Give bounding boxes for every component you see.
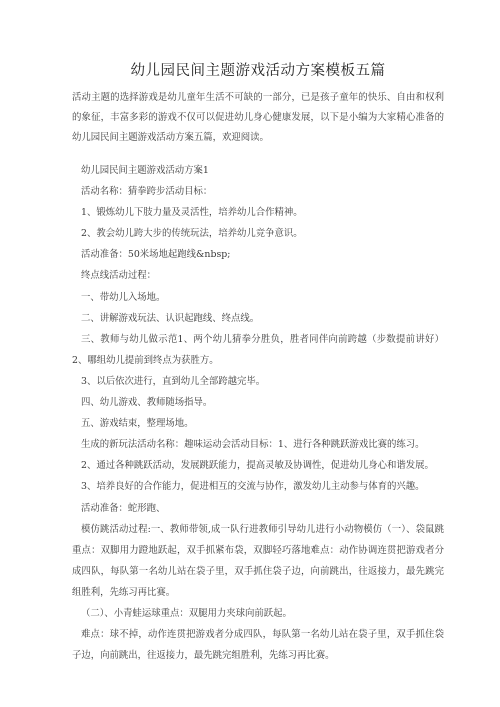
paragraph: 生成的新玩法活动名称：趣味运动会活动目标：1、进行各种跳跃游戏比赛的练习。 bbox=[81, 439, 425, 451]
paragraph: 活动准备：50米场地起跑线&nbsp; bbox=[81, 249, 231, 261]
paragraph: 一、带幼儿入场地。 bbox=[81, 291, 166, 303]
paragraph: （二）、小青蛙运球重点：双腿用力夹球向前跃起。 bbox=[81, 607, 292, 619]
paragraph: 三、教师与幼儿做示范1、两个幼儿猜拳分胜负，胜者同伴向前跨越（步数提前讲好）2、哪组幼儿提前到终点为获胜方。 bbox=[72, 333, 444, 366]
paragraph: 2、教会幼儿跨大步的传统玩法，培养幼儿竞争意识。 bbox=[81, 228, 303, 240]
paragraph: 活动准备：蛇形跑、 bbox=[81, 502, 166, 514]
paragraph: 难点：球不掉，动作连贯把游戏者分成四队，每队第一名幼儿站在袋子里，双手抓住袋子边，向前跳出，往返接力，最先跳完组胜利，先练习再比赛。 bbox=[72, 629, 444, 662]
paragraph: 终点线活动过程： bbox=[81, 270, 157, 282]
paragraph: 3、培养良好的合作能力，促进相互的交流与协作，激发幼儿主动参与体育的兴趣。 bbox=[81, 481, 425, 493]
paragraph: 2、通过各种跳跃活动，发展跳跃能力，提高灵敏及协调性，促进幼儿身心和谐发展。 bbox=[81, 460, 434, 472]
paragraph: 3、以后依次进行，直到幼儿全部跨越完毕。 bbox=[81, 375, 266, 387]
intro-paragraph: 活动主题的选择游戏是幼儿童年生活不可缺的一部分，已是孩子童年的快乐、自由和权利的象征，丰富多彩的游戏不仅可以促进幼儿身心健康发展，以下是小编为大家精心准备的幼儿园民间主题游戏活动方案五篇，欢迎阅读。 bbox=[72, 92, 444, 143]
paragraph: 活动名称：猜拳跨步活动目标： bbox=[81, 186, 213, 198]
paragraph: 五、游戏结束，整理场地。 bbox=[81, 418, 194, 430]
paragraph: 四、幼儿游戏、教师随场指导。 bbox=[81, 397, 213, 409]
paragraph: 二、讲解游戏玩法、认识起跑线、终点线。 bbox=[81, 312, 260, 324]
paragraph: 1、锻炼幼儿下肢力量及灵活性，培养幼儿合作精神。 bbox=[81, 207, 303, 219]
paragraph: 模仿跳活动过程:一、教师带领,成一队行进教师引导幼儿进行小动物模仿（一）、袋鼠跳重点：双脚用力蹬地跃起，双手抓紧布袋，双脚轻巧落地难点：动作协调连贯把游戏者分成四队，每队第一名幼儿站在袋子里，双手抓住袋子边，向前跳出，往返接力，最先跳完组胜利，先练习再比赛。 bbox=[72, 523, 444, 598]
document-title: 幼儿园民间主题游戏活动方案模板五篇 bbox=[130, 63, 386, 79]
document-body bbox=[72, 160, 444, 666]
section-heading: 幼儿园民间主题游戏活动方案1 bbox=[81, 165, 209, 176]
